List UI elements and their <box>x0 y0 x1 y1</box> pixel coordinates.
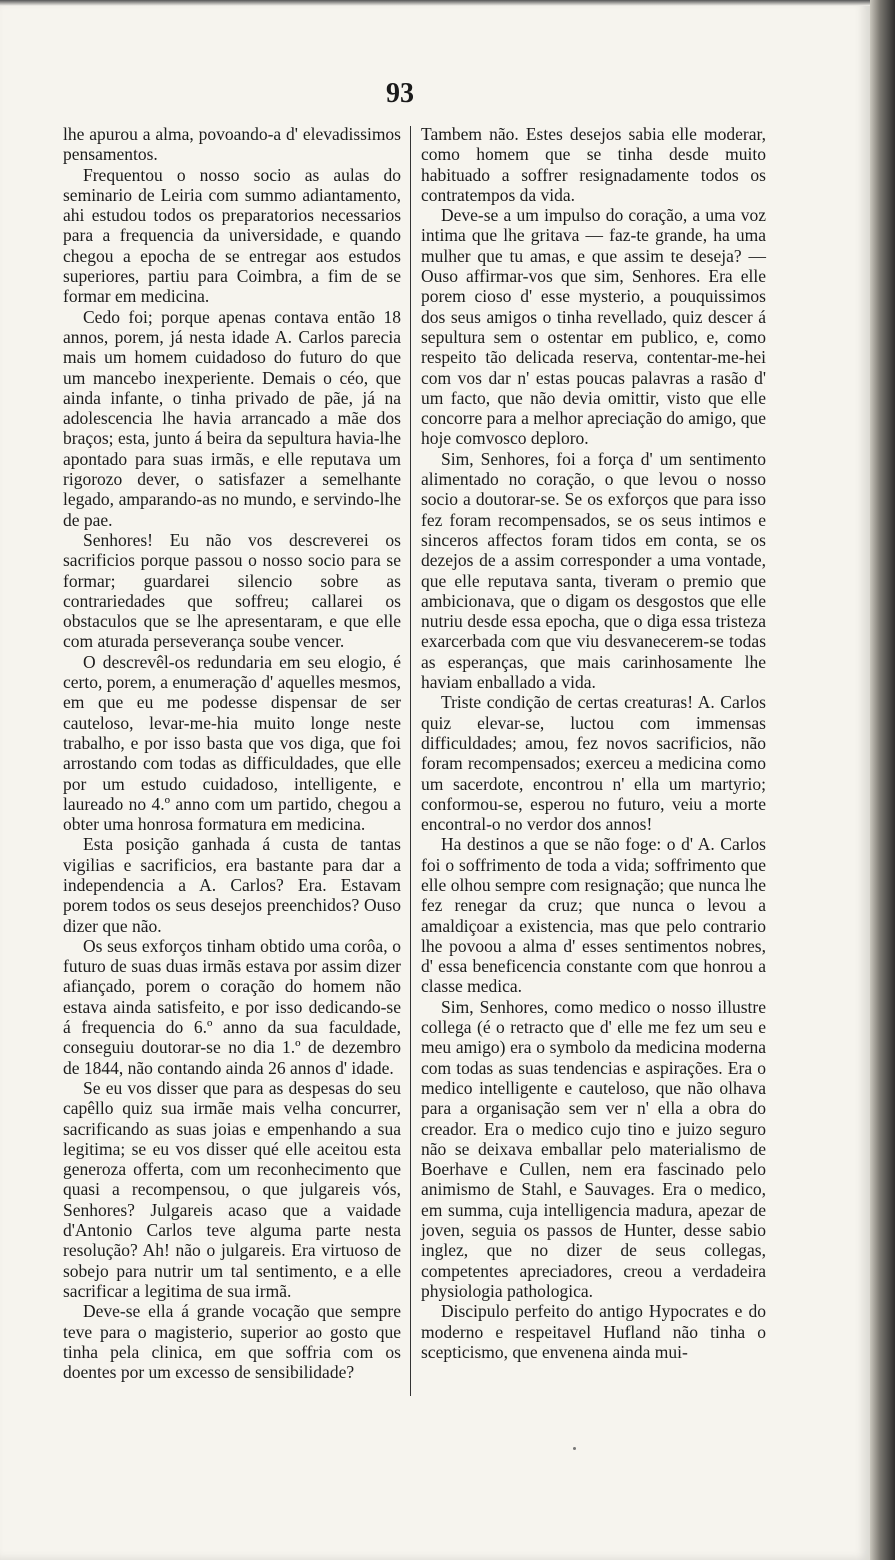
paragraph: O descrevêl-os redundaria em seu elogio, é certo, porem, a enumeração d' aquelles mesmos, em que eu me podesse dispensar de ser cauteloso, levar-me-hia muito longe neste trabalho, e por isso basta que vos diga, que foi arrostando com todas as difficuldades, que elle por um estudo cuidadoso, intelligente, e laureado no 4.º anno com um partido, chegou a obter uma honrosa formatura em medicina. <box>63 651 401 835</box>
right-column <box>421 124 766 1362</box>
left-column <box>63 124 401 1382</box>
paragraph: Ha destinos a que se não foge: o d' A. Carlos foi o soffrimento de toda a vida; soffrimento que elle olhou sempre com resignação; que nunca lhe fez renegar da cruz; que nunca o levou a amaldiçoar a existencia, mas que pelo contrario lhe povoou a alma d' esses sentimentos nobres, d' essa beneficencia constante com que honrou a classe medica. <box>421 834 766 997</box>
paragraph: Se eu vos disser que para as despesas do seu capêllo quiz sua irmãe mais velha concurrer, sacrificando as suas joias e empenhando a sua legitima; se eu vos disser qué elle aceitou esta generoza offerta, com um reconhecimento que quasi a recompensou, o que julgareis vós, Senhores? Julgareis acaso que a vaidade d'Antonio Carlos teve alguma parte nesta resolução? Ah! não o julgareis. Era virtuoso de sobejo para nutrir um tal sentimento, e a elle sacrificar a legitima de sua irmã. <box>63 1077 401 1301</box>
column-divider <box>410 126 411 1396</box>
paragraph: Sim, Senhores, como medico o nosso illustre collega (é o retracto que d' elle me fez um seu e meu amigo) era o symbolo da medicina moderna com todas as suas tendencias e aspirações. Era o medico intelligente e cauteloso, que não olhava para a organisação sem ver n' ella a obra do creador. Era o medico cujo tino e juizo seguro não se deixava emballar pelo materialismo de Boerhave e Cullen, nem era fascinado pelo animismo de Stahl, e Sauvages. Era o medico, em summa, cuja intelligencia madura, apezar de joven, seguia os passos de Hunter, desse sabio inglez, que no dizer de seus collegas, competentes apreciadores, creou a verdadeira physiologia pathologica. <box>421 996 766 1301</box>
paragraph: Deve-se ella á grande vocação que sempre teve para o magisterio, superior ao gosto que tinha pela clinica, em que soffria com os doentes por um excesso de sensibilidade? <box>63 1301 401 1383</box>
book-edge <box>870 0 895 1560</box>
paper-speck <box>573 1447 576 1450</box>
paragraph: Triste condição de certas creaturas! A. Carlos quiz elevar-se, luctou com immensas difficuldades; amou, fez novos sacrificios, não foram recompensados; exerceu a medicina como um sacerdote, encontrou n' ella um martyrio; conformou-se, esperou no futuro, veiu a morte encontral-o no verdor dos annos! <box>421 692 766 835</box>
paragraph: Os seus exforços tinham obtido uma corôa, o futuro de suas duas irmãs estava por assim dizer afiançado, porem o coração do homem não estava ainda satisfeito, e por isso dedicando-se á frequencia do 6.º anno da sua faculdade, conseguiu doutorar-se no dia 1.º de dezembro de 1844, não contando ainda 26 annos d' idade. <box>63 935 401 1078</box>
paragraph: Discipulo perfeito do antigo Hypocrates e do moderno e respeitavel Hufland não tinha o scepticismo, que envenena ainda mui- <box>421 1301 766 1362</box>
paragraph: Esta posição ganhada á custa de tantas vigilias e sacrificios, era bastante para dar a independencia a A. Carlos? Era. Estavam porem todos os seus desejos preenchidos? Ouso dizer que não. <box>63 834 401 936</box>
page-number: 93 <box>386 78 414 109</box>
paragraph: lhe apurou a alma, povoando-a d' elevadissimos pensamentos. <box>63 124 401 165</box>
paragraph: Sim, Senhores, foi a força d' um sentimento alimentado no coração, o que levou o nosso socio a doutorar-se. Se os exforços que para isso fez foram recompensados, se os seus intimos e sinceros affectos foram tidos em conta, se os dezejos de a assim corresponder a uma vontade, que elle reputava santa, tiveram o premio que ambicionava, que o digam os desgostos que elle nutriu desde essa epocha, que o diga essa tristeza exarcerbada com que viu desvanecerem-se todas as esperanças, que mais carinhosamente lhe haviam enballado a vida. <box>421 448 766 693</box>
paragraph: Deve-se a um impulso do coração, a uma voz intima que lhe gritava — faz-te grande, ha uma mulher que tu amas, e que assim te deseja? — Ouso affirmar-vos que sim, Senhores. Era elle porem cioso d' esse mysterio, a pouquissimos dos seus amigos o tinha revellado, quiz descer á sepultura sem o ostentar em publico, e, como respeito tão delicada reserva, contentar-me-hei com vos dar n' estas poucas palavras a rasão d' um facto, que não devia omittir, visto que elle concorre para a melhor apreciação do amigo, que hoje comvosco deploro. <box>421 205 766 449</box>
paragraph: Frequentou o nosso socio as aulas do seminario de Leiria com summo adiantamento, ahi estudou todos os preparatorios necessarios para a frequencia da universidade, e quando chegou a epocha de se entregar aos estudos superiores, partiu para Coimbra, a fim de se formar em medicina. <box>63 164 401 307</box>
paragraph: Tambem não. Estes desejos sabia elle moderar, como homem que se tinha desde muito habituado a soffrer resignadamente todos os contratempos da vida. <box>421 124 766 205</box>
page-top-shadow <box>0 0 870 6</box>
paragraph: Cedo foi; porque apenas contava então 18 annos, porem, já nesta idade A. Carlos parecia mais um homem cuidadoso do futuro do que um mancebo inexperiente. Demais o céo, que ainda infante, o tinha privado de pãe, já na adolescencia lhe havia arrancado a mãe dos braços; esta, junto á beira da sepultura havia-lhe apontado para suas irmãs, e elle reputava um rigorozo dever, o satisfazer a semelhante legado, amparando-as no mundo, e servindo-lhe de pae. <box>63 306 401 530</box>
paragraph: Senhores! Eu não vos descreverei os sacrificios porque passou o nosso socio para se formar; guardarei silencio sobre as contrariedades que soffreu; callarei os obstaculos que se lhe apresentaram, e que elle com aturada perseverança soube vencer. <box>63 529 401 652</box>
